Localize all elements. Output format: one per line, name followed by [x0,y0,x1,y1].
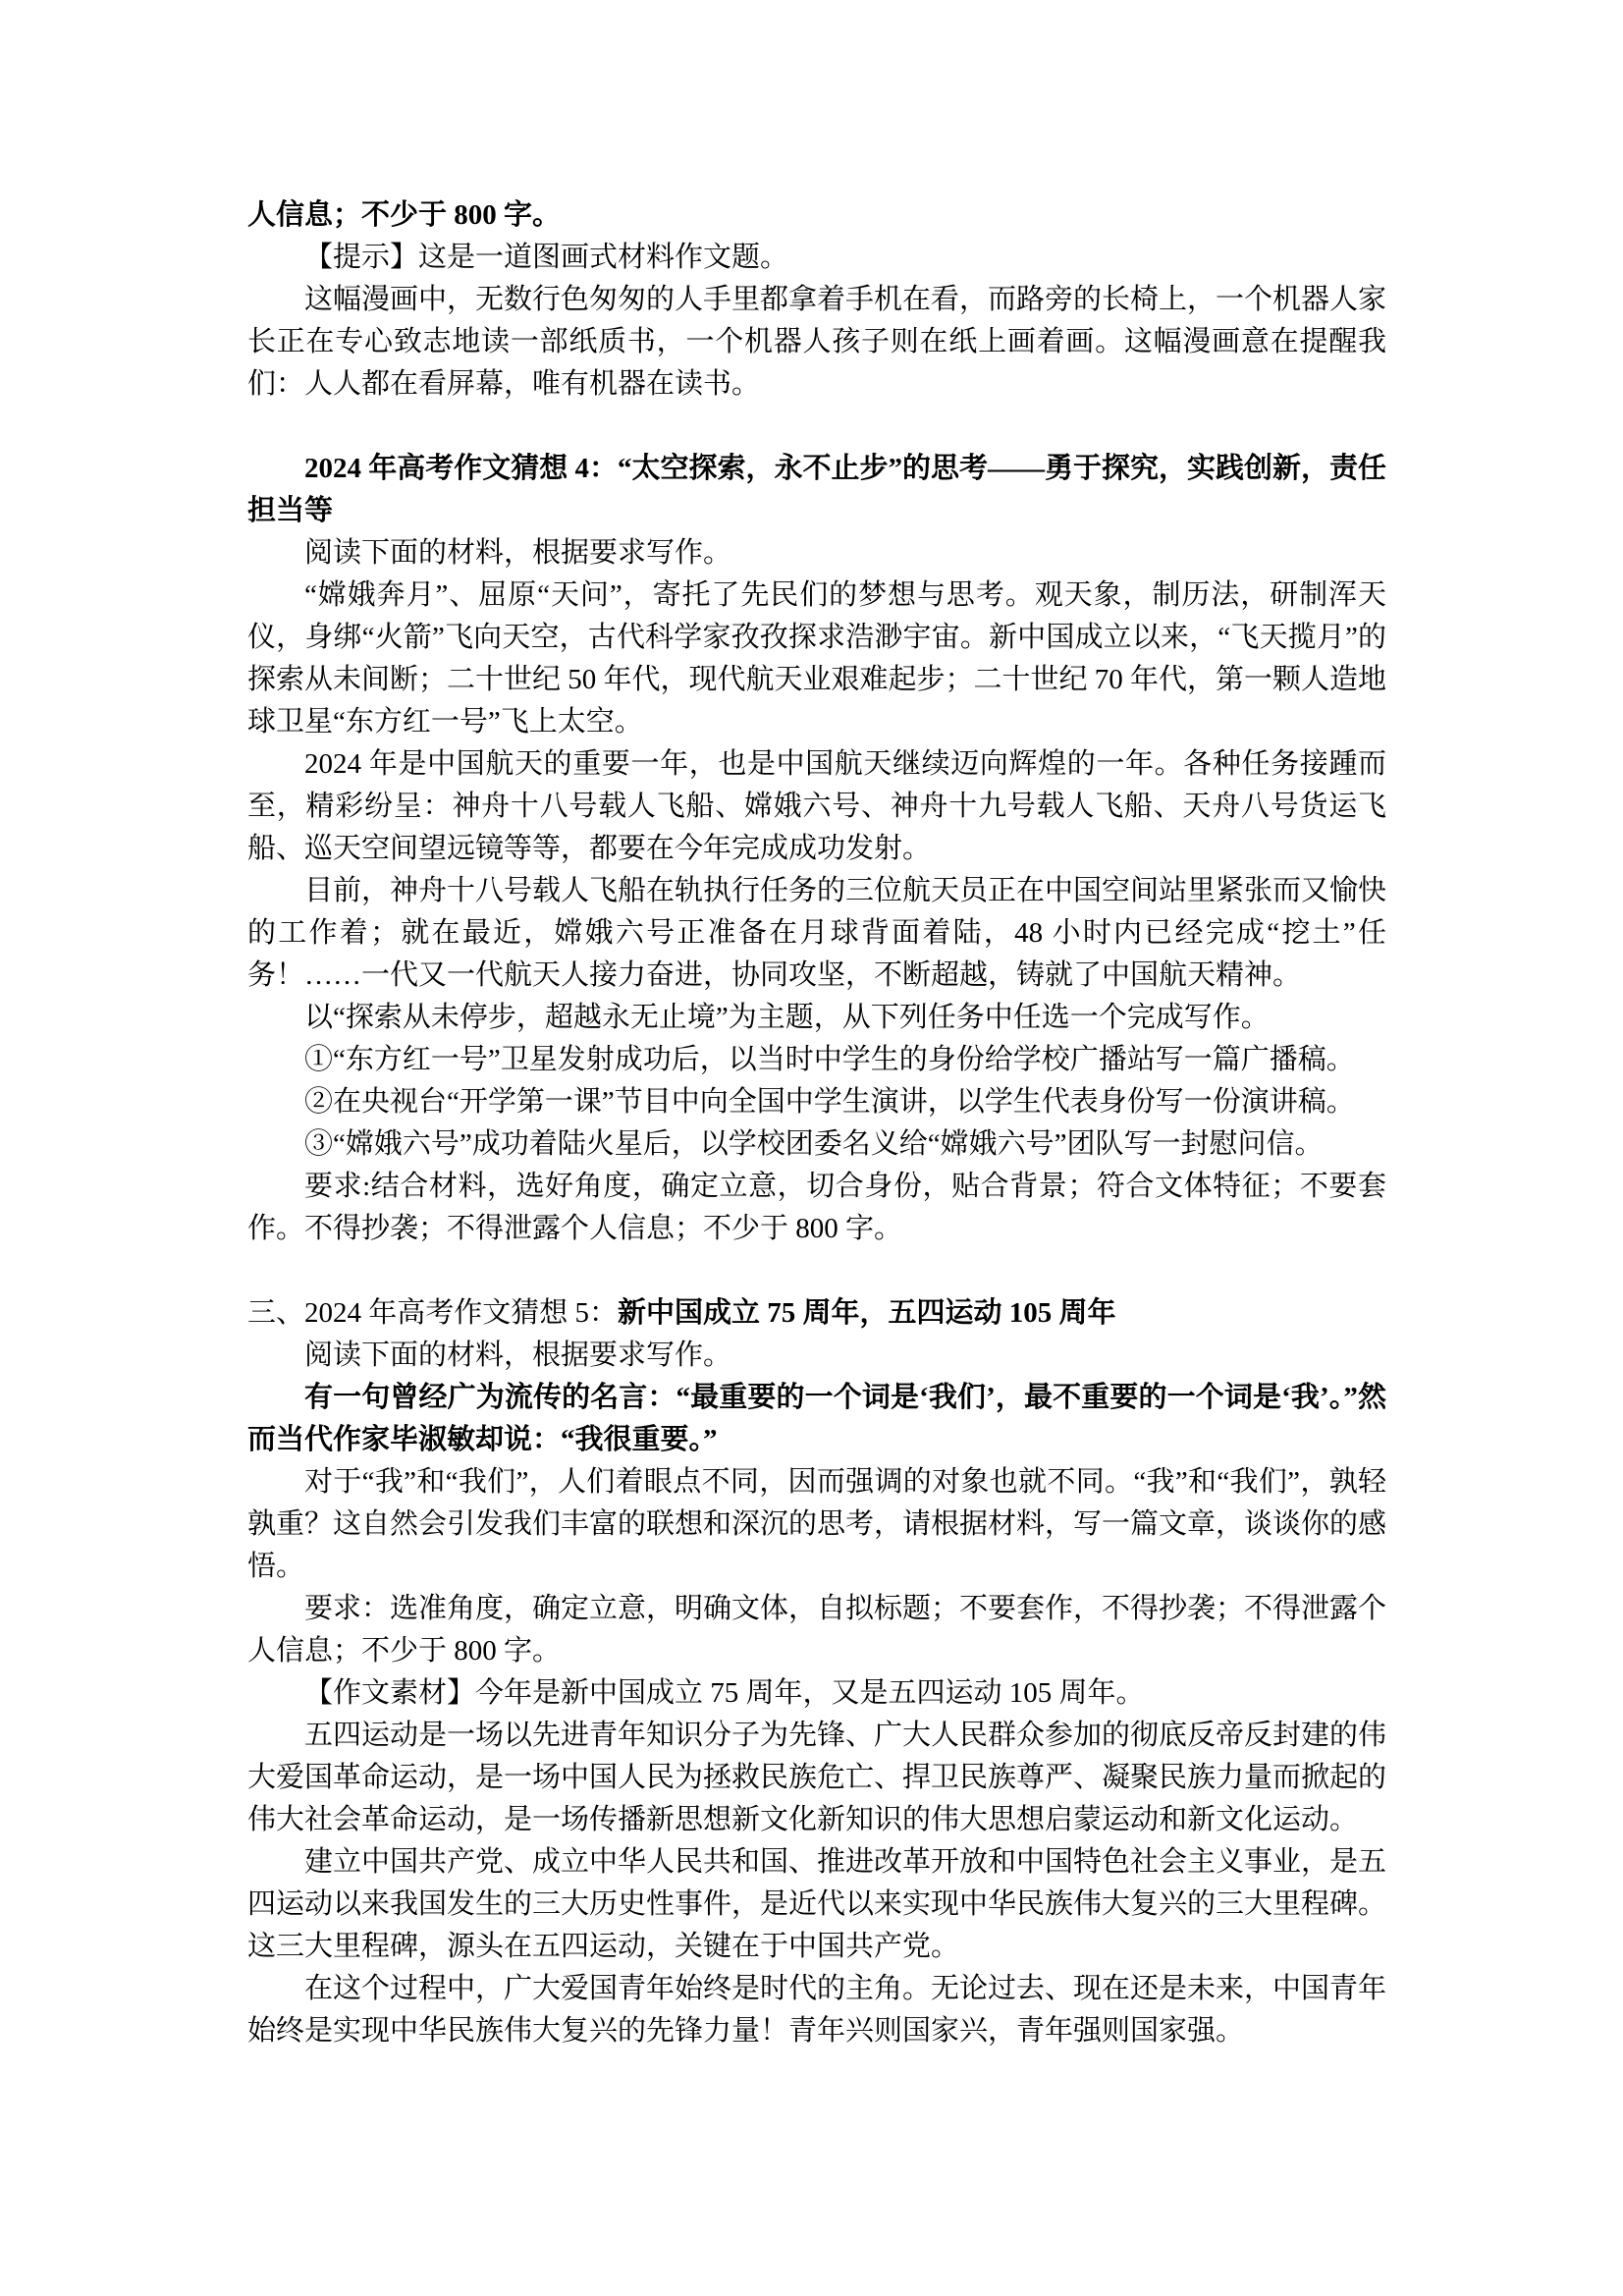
paragraph-read-material-5 [247,1335,1386,1377]
paragraph-task-3 [247,1123,1386,1166]
paragraph-theme-instruction [247,997,1386,1039]
text-run: 建立中国共产党、成立中华人民共和国、推进改革开放和中国特色社会主义事业，是五四运动以来我国发生的三大历史性事件，是近代以来实现中华民族伟大复兴的三大里程碑。这三大里程碑，源头在五四运动，关键在于中国共产党。 [247,1846,1387,1962]
bold-text-run: 人信息；不少于 800 字。 [247,199,562,231]
paragraph-2024-missions [247,743,1386,870]
text-run: 在这个过程中，广大爱国青年始终是时代的主角。无论过去、现在还是未来，中国青年始终是实现中华民族伟大复兴的先锋力量！青年兴则国家兴，青年强则国家强。 [247,1973,1387,2047]
text-run: 三、2024 年高考作文猜想 5： [247,1297,619,1329]
document-text-body [247,194,1386,2052]
text-run: 【作文素材】今年是新中国成立 75 周年，又是五四运动 105 周年。 [304,1677,1145,1709]
bold-text-run: 新中国成立 75 周年，五四运动 105 周年 [618,1297,1116,1329]
text-run: “嫦娥奔月”、屈原“天问”，寄托了先民们的梦想与思考。观天象，制历法，研制浑天仪，身绑“火箭”飞向天空，古代科学家孜孜探求浩渺宇宙。新中国成立以来，“飞天揽月”的探索从未间断；二十世纪 50 年代，现代航天业艰难起步；二十世纪 70 年代，第一颗人造地球卫星“东方红一号”飞上太空。 [247,579,1387,738]
text-run: 要求：选准角度，确定立意，明确文体，自拟标题；不要套作，不得抄袭；不得泄露个人信息；不少于 800 字。 [247,1593,1387,1667]
heading-prediction-5 [247,1292,1386,1335]
blank-line [247,1250,1386,1292]
paragraph-requirements-4 [247,1166,1386,1250]
bold-text-run: 2024 年高考作文猜想 4：“太空探索，永不止步”的思考——勇于探究，实践创新，责任担当等 [247,453,1387,526]
text-run: 五四运动是一场以先进青年知识分子为先锋、广大人民群众参加的彻底反帝反封建的伟大爱国革命运动，是一场中国人民为拯救民族危亡、捍卫民族尊严、凝聚民族力量而掀起的伟大社会革命运动，是一场传播新思想新文化新知识的伟大思想启蒙运动和新文化运动。 [247,1720,1387,1835]
text-run: 对于“我”和“我们”，人们着眼点不同，因而强调的对象也就不同。“我”和“我们”，孰轻孰重？这自然会引发我们丰富的联想和深沉的思考，请根据材料，写一篇文章，谈谈你的感悟。 [247,1466,1387,1582]
paragraph-me-vs-us [247,1461,1386,1588]
text-run: 阅读下面的材料，根据要求写作。 [304,537,732,569]
text-run: 阅读下面的材料，根据要求写作。 [304,1339,732,1371]
text-run: ②在央视台“开学第一课”节目中向全国中学生演讲，以学生代表身份写一份演讲稿。 [304,1086,1355,1118]
paragraph-hint [247,237,1386,279]
bold-text-run: 有一句曾经广为流传的名言：“最重要的一个词是‘我们’，最不重要的一个词是‘我’。”然而当代作家毕淑敏却说：“我很重要。” [247,1382,1386,1455]
paragraph-essay-material [247,1672,1386,1715]
paragraph-requirements-continued [247,194,1386,237]
paragraph-space-history [247,574,1386,743]
paragraph-youth-role [247,1968,1386,2052]
paragraph-famous-quote [247,1377,1386,1461]
paragraph-three-milestones [247,1841,1386,1968]
paragraph-task-2 [247,1081,1386,1123]
blank-line [247,406,1386,448]
paragraph-current-missions [247,870,1386,997]
text-run: ③“嫦娥六号”成功着陆火星后，以学校团委名义给“嫦娥六号”团队写一封慰问信。 [304,1128,1324,1160]
text-run: 目前，神舟十八号载人飞船在轨执行任务的三位航天员正在中国空间站里紧张而又愉快的工作着；就在最近，嫦娥六号正准备在月球背面着陆，48 小时内已经完成“挖土”任务！……一代又一代航天人接力奋进，协同攻坚，不断超越，铸就了中国航天精神。 [247,875,1387,991]
paragraph-may-fourth [247,1715,1386,1841]
text-run: 这幅漫画中，无数行色匆匆的人手里都拿着手机在看，而路旁的长椅上，一个机器人家长正在专心致志地读一部纸质书，一个机器人孩子则在纸上画着画。这幅漫画意在提醒我们：人人都在看屏幕，唯有机器在读书。 [247,284,1387,400]
heading-prediction-4 [247,448,1386,532]
text-run: 2024 年是中国航天的重要一年，也是中国航天继续迈向辉煌的一年。各种任务接踵而至，精彩纷呈：神舟十八号载人飞船、嫦娥六号、神舟十九号载人飞船、天舟八号货运飞船、巡天空间望远镜等等，都要在今年完成成功发射。 [247,748,1386,864]
text-run: 要求:结合材料，选好角度，确定立意，切合身份，贴合背景；符合文体特征；不要套作。不得抄袭；不得泄露个人信息；不少于 800 字。 [247,1171,1386,1244]
paragraph-requirements-5 [247,1588,1386,1672]
text-run: ①“东方红一号”卫星发射成功后，以当时中学生的身份给学校广播站写一篇广播稿。 [304,1044,1355,1075]
paragraph-task-1 [247,1039,1386,1081]
text-run: 以“探索从未停步，超越永无止境”为主题，从下列任务中任选一个完成写作。 [304,1002,1270,1033]
text-run: 【提示】这是一道图画式材料作文题。 [304,242,789,273]
paragraph-cartoon-analysis [247,279,1386,406]
paragraph-read-material-4 [247,532,1386,574]
